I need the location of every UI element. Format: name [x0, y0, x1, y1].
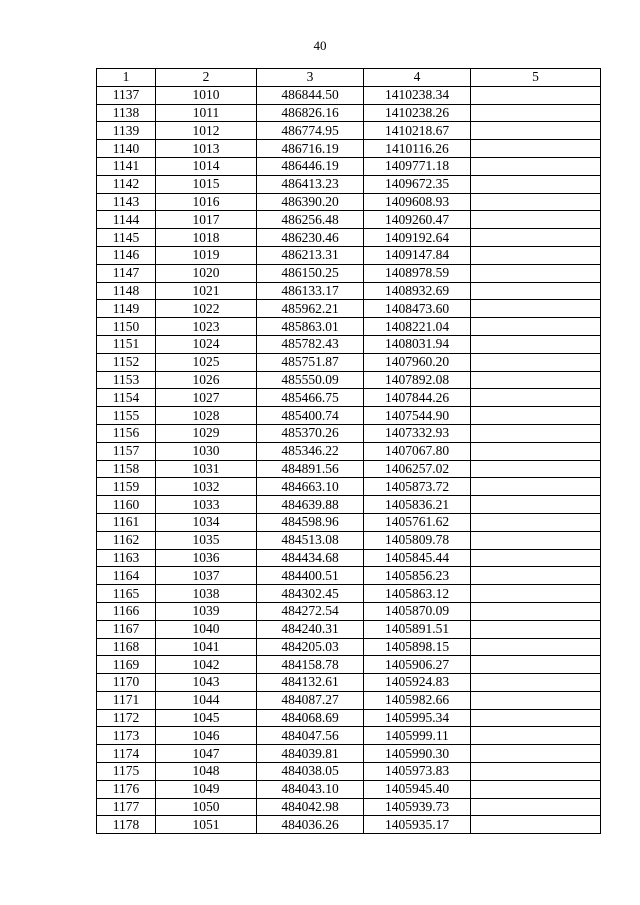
table-cell: 1018: [156, 229, 257, 247]
table-cell: 485370.26: [257, 424, 364, 442]
table-cell: 1048: [156, 763, 257, 781]
table-row: [97, 246, 601, 264]
table-cell: 1405845.44: [364, 549, 471, 567]
table-cell: 484240.31: [257, 620, 364, 638]
table-cell: 484663.10: [257, 478, 364, 496]
table-cell: 1149: [97, 300, 156, 318]
table-cell: 1405990.30: [364, 745, 471, 763]
table-cell: 484513.08: [257, 531, 364, 549]
table-cell: 1020: [156, 264, 257, 282]
table-cell: 484434.68: [257, 549, 364, 567]
table-row: [97, 157, 601, 175]
table-row: [97, 460, 601, 478]
table-cell: 1012: [156, 122, 257, 140]
table-cell: 1151: [97, 335, 156, 353]
table-cell: 1145: [97, 229, 156, 247]
table-cell: 1017: [156, 211, 257, 229]
table-cell: 484132.61: [257, 674, 364, 692]
table-cell: 1159: [97, 478, 156, 496]
table-cell: [471, 798, 601, 816]
table-row: [97, 140, 601, 158]
table-cell: 485962.21: [257, 300, 364, 318]
table-cell: 1165: [97, 585, 156, 603]
table-cell: 486256.48: [257, 211, 364, 229]
table-row: [97, 424, 601, 442]
table-cell: [471, 282, 601, 300]
table-cell: 1025: [156, 353, 257, 371]
table-cell: 1405982.66: [364, 691, 471, 709]
table-cell: 1154: [97, 389, 156, 407]
table-cell: 1037: [156, 567, 257, 585]
table-row: [97, 798, 601, 816]
table-cell: 1408031.94: [364, 335, 471, 353]
table-cell: [471, 104, 601, 122]
table-cell: 484400.51: [257, 567, 364, 585]
table-cell: 1405906.27: [364, 656, 471, 674]
table-cell: 484042.98: [257, 798, 364, 816]
table-row: [97, 442, 601, 460]
table-cell: 1034: [156, 513, 257, 531]
table-row: [97, 709, 601, 727]
table-cell: 1175: [97, 763, 156, 781]
table-row: [97, 567, 601, 585]
table-cell: 1027: [156, 389, 257, 407]
table-cell: 1026: [156, 371, 257, 389]
table-cell: [471, 442, 601, 460]
table-cell: [471, 300, 601, 318]
table-cell: 486716.19: [257, 140, 364, 158]
table-cell: 1178: [97, 816, 156, 834]
table-cell: 484068.69: [257, 709, 364, 727]
table-cell: 1408932.69: [364, 282, 471, 300]
table-cell: 1036: [156, 549, 257, 567]
table-cell: 1409147.84: [364, 246, 471, 264]
table-cell: 484036.26: [257, 816, 364, 834]
table-cell: [471, 674, 601, 692]
table-cell: 485782.43: [257, 335, 364, 353]
table-row: [97, 816, 601, 834]
table-row: [97, 585, 601, 603]
table-row: [97, 353, 601, 371]
table-row: [97, 104, 601, 122]
table-cell: 485346.22: [257, 442, 364, 460]
table-cell: 1405891.51: [364, 620, 471, 638]
table-cell: 1163: [97, 549, 156, 567]
table-cell: 1013: [156, 140, 257, 158]
table-cell: 1162: [97, 531, 156, 549]
column-header: 2: [156, 69, 257, 87]
table-cell: [471, 513, 601, 531]
table-cell: 1043: [156, 674, 257, 692]
table-cell: 1405873.72: [364, 478, 471, 496]
table-cell: [471, 656, 601, 674]
table-row: [97, 371, 601, 389]
page-number: 40: [313, 38, 327, 53]
table-cell: 1152: [97, 353, 156, 371]
table-cell: 1044: [156, 691, 257, 709]
table-cell: [471, 229, 601, 247]
table-cell: [471, 478, 601, 496]
table-cell: 1409608.93: [364, 193, 471, 211]
table-cell: [471, 407, 601, 425]
table-cell: 1045: [156, 709, 257, 727]
table-cell: 486774.95: [257, 122, 364, 140]
table-cell: 1405870.09: [364, 602, 471, 620]
table-cell: 1409771.18: [364, 157, 471, 175]
table-cell: [471, 620, 601, 638]
table-cell: 1010: [156, 86, 257, 104]
table-cell: 1050: [156, 798, 257, 816]
table-cell: 1042: [156, 656, 257, 674]
table-cell: 1031: [156, 460, 257, 478]
table-cell: [471, 816, 601, 834]
table-cell: [471, 389, 601, 407]
table-row: [97, 86, 601, 104]
table-cell: 1139: [97, 122, 156, 140]
table-cell: 1039: [156, 602, 257, 620]
table-cell: [471, 246, 601, 264]
table-cell: [471, 780, 601, 798]
table-cell: 1407067.80: [364, 442, 471, 460]
table-cell: 1409672.35: [364, 175, 471, 193]
table-cell: 1405761.62: [364, 513, 471, 531]
table-cell: [471, 496, 601, 514]
table-row: [97, 264, 601, 282]
column-header: 5: [471, 69, 601, 87]
table-cell: 1407544.90: [364, 407, 471, 425]
table-cell: 1153: [97, 371, 156, 389]
table-cell: 1405856.23: [364, 567, 471, 585]
table-cell: 486826.16: [257, 104, 364, 122]
table-cell: 484205.03: [257, 638, 364, 656]
table-cell: 486213.31: [257, 246, 364, 264]
table-cell: 485863.01: [257, 318, 364, 336]
table-cell: 1143: [97, 193, 156, 211]
table-cell: 1408221.04: [364, 318, 471, 336]
table-cell: 1141: [97, 157, 156, 175]
coordinates-table: [96, 68, 601, 834]
table-cell: 1405995.34: [364, 709, 471, 727]
table-row: [97, 175, 601, 193]
table-row: [97, 691, 601, 709]
table-cell: 484038.05: [257, 763, 364, 781]
table-cell: 1023: [156, 318, 257, 336]
table-cell: 484158.78: [257, 656, 364, 674]
table-cell: 484598.96: [257, 513, 364, 531]
table-cell: 1015: [156, 175, 257, 193]
table-cell: 484043.10: [257, 780, 364, 798]
table-cell: 1030: [156, 442, 257, 460]
table-cell: 1407332.93: [364, 424, 471, 442]
table-cell: 1407892.08: [364, 371, 471, 389]
table-cell: 1142: [97, 175, 156, 193]
table-row: [97, 549, 601, 567]
table-body: [97, 86, 601, 833]
table-cell: 1140: [97, 140, 156, 158]
table-cell: [471, 424, 601, 442]
table-row: [97, 335, 601, 353]
table-cell: 1405836.21: [364, 496, 471, 514]
table-row: [97, 496, 601, 514]
table-cell: 1146: [97, 246, 156, 264]
table-row: [97, 780, 601, 798]
table-cell: 1409192.64: [364, 229, 471, 247]
table-cell: 1172: [97, 709, 156, 727]
table-cell: 1405898.15: [364, 638, 471, 656]
table-cell: 1032: [156, 478, 257, 496]
table-cell: 485751.87: [257, 353, 364, 371]
table-row: [97, 656, 601, 674]
table-row: [97, 602, 601, 620]
table-cell: 1405924.83: [364, 674, 471, 692]
table-cell: 1171: [97, 691, 156, 709]
table-cell: 485400.74: [257, 407, 364, 425]
table-cell: 1405973.83: [364, 763, 471, 781]
table-cell: 1051: [156, 816, 257, 834]
table-cell: [471, 371, 601, 389]
table-cell: 1137: [97, 86, 156, 104]
table-cell: 1176: [97, 780, 156, 798]
table-cell: 486150.25: [257, 264, 364, 282]
table-cell: 1022: [156, 300, 257, 318]
table-cell: [471, 585, 601, 603]
table-row: [97, 763, 601, 781]
table-cell: 1410238.34: [364, 86, 471, 104]
table-cell: 1407960.20: [364, 353, 471, 371]
table-cell: 486390.20: [257, 193, 364, 211]
table-cell: 1407844.26: [364, 389, 471, 407]
table-cell: 1408473.60: [364, 300, 471, 318]
table-row: [97, 674, 601, 692]
table-row: [97, 318, 601, 336]
table-cell: 1160: [97, 496, 156, 514]
table-cell: 1144: [97, 211, 156, 229]
table-header-row: [97, 69, 601, 87]
table-cell: [471, 335, 601, 353]
table-cell: 1033: [156, 496, 257, 514]
table-row: [97, 389, 601, 407]
table-cell: 486844.50: [257, 86, 364, 104]
table-cell: 1150: [97, 318, 156, 336]
table-cell: 1014: [156, 157, 257, 175]
table-row: [97, 531, 601, 549]
table-cell: 1049: [156, 780, 257, 798]
table-cell: [471, 727, 601, 745]
table-cell: 1148: [97, 282, 156, 300]
table-cell: 1405863.12: [364, 585, 471, 603]
table-cell: [471, 638, 601, 656]
table-cell: 1016: [156, 193, 257, 211]
table-cell: 1409260.47: [364, 211, 471, 229]
table-cell: 1157: [97, 442, 156, 460]
table-cell: 1406257.02: [364, 460, 471, 478]
table-cell: [471, 567, 601, 585]
table-cell: 1046: [156, 727, 257, 745]
table-row: [97, 229, 601, 247]
table-cell: [471, 211, 601, 229]
table-cell: 1405999.11: [364, 727, 471, 745]
table-row: [97, 122, 601, 140]
table-cell: [471, 763, 601, 781]
table-cell: 1161: [97, 513, 156, 531]
table-cell: 1028: [156, 407, 257, 425]
table-cell: 486446.19: [257, 157, 364, 175]
table-cell: 1168: [97, 638, 156, 656]
table-cell: 1405935.17: [364, 816, 471, 834]
table-cell: 1405809.78: [364, 531, 471, 549]
table-cell: [471, 549, 601, 567]
table-row: [97, 407, 601, 425]
column-header: 3: [257, 69, 364, 87]
table-cell: 1035: [156, 531, 257, 549]
table-cell: 486133.17: [257, 282, 364, 300]
table-cell: 1164: [97, 567, 156, 585]
table-cell: 1405939.73: [364, 798, 471, 816]
table-row: [97, 727, 601, 745]
column-header: 1: [97, 69, 156, 87]
table-cell: 1170: [97, 674, 156, 692]
table-cell: 1405945.40: [364, 780, 471, 798]
table-cell: 486413.23: [257, 175, 364, 193]
table-cell: [471, 140, 601, 158]
table-cell: 1156: [97, 424, 156, 442]
table-cell: 1029: [156, 424, 257, 442]
table-cell: [471, 264, 601, 282]
table-cell: 1138: [97, 104, 156, 122]
table-cell: 484639.88: [257, 496, 364, 514]
table-row: [97, 638, 601, 656]
table-row: [97, 193, 601, 211]
table-cell: 1155: [97, 407, 156, 425]
table-row: [97, 620, 601, 638]
table-cell: 1038: [156, 585, 257, 603]
table-cell: 485466.75: [257, 389, 364, 407]
table-row: [97, 513, 601, 531]
table-cell: 1019: [156, 246, 257, 264]
table-cell: [471, 602, 601, 620]
table-cell: [471, 353, 601, 371]
table-cell: 1021: [156, 282, 257, 300]
table-cell: 1047: [156, 745, 257, 763]
table-cell: 1024: [156, 335, 257, 353]
table-cell: 1410218.67: [364, 122, 471, 140]
table-cell: [471, 460, 601, 478]
table-cell: 1166: [97, 602, 156, 620]
table-cell: [471, 709, 601, 727]
table-cell: 484891.56: [257, 460, 364, 478]
table-row: [97, 300, 601, 318]
table-cell: [471, 318, 601, 336]
table-cell: 484047.56: [257, 727, 364, 745]
table-cell: 1167: [97, 620, 156, 638]
table-cell: 1011: [156, 104, 257, 122]
table-cell: 1147: [97, 264, 156, 282]
table-row: [97, 282, 601, 300]
table-cell: 1169: [97, 656, 156, 674]
table-row: [97, 478, 601, 496]
table-row: [97, 211, 601, 229]
table-cell: [471, 745, 601, 763]
table-cell: 1410238.26: [364, 104, 471, 122]
column-header: 4: [364, 69, 471, 87]
table-cell: [471, 175, 601, 193]
table-cell: 1158: [97, 460, 156, 478]
table-cell: 1173: [97, 727, 156, 745]
table-cell: 1174: [97, 745, 156, 763]
table-cell: [471, 193, 601, 211]
table-cell: 1041: [156, 638, 257, 656]
table-cell: 1408978.59: [364, 264, 471, 282]
table-cell: 1177: [97, 798, 156, 816]
table-cell: [471, 122, 601, 140]
table-cell: [471, 157, 601, 175]
table-cell: 484039.81: [257, 745, 364, 763]
table-cell: [471, 86, 601, 104]
table-cell: 1410116.26: [364, 140, 471, 158]
table-cell: [471, 531, 601, 549]
table-cell: 486230.46: [257, 229, 364, 247]
table-cell: 484087.27: [257, 691, 364, 709]
table-row: [97, 745, 601, 763]
table-cell: 1040: [156, 620, 257, 638]
table-cell: 484302.45: [257, 585, 364, 603]
table-cell: [471, 691, 601, 709]
table-cell: 484272.54: [257, 602, 364, 620]
table-cell: 485550.09: [257, 371, 364, 389]
